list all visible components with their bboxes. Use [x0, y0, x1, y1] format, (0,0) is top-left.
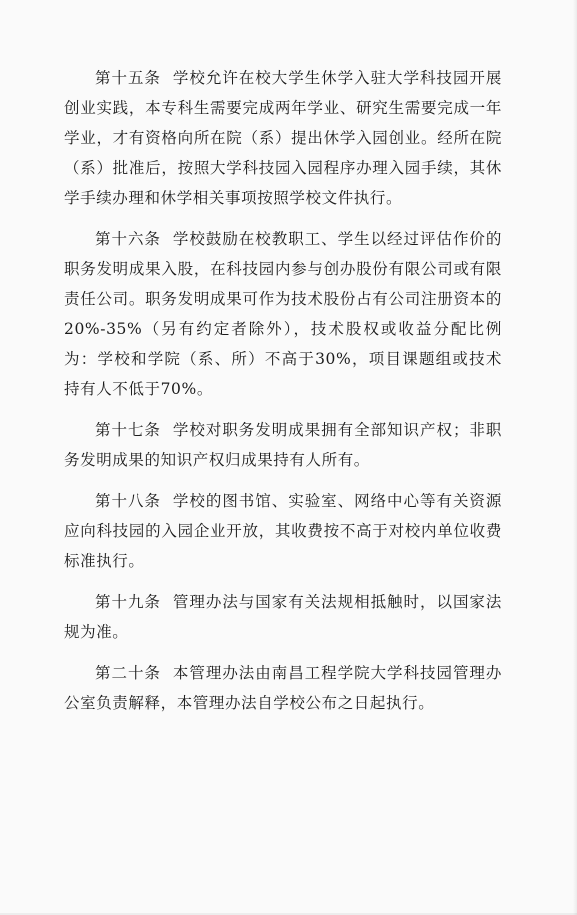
- article-15-label: 第十五条: [95, 69, 161, 87]
- article-19-text: 管理办法与国家有关法规相抵触时，以国家法规为准。: [64, 593, 502, 641]
- article-20: [64, 658, 502, 718]
- article-18-text: 学校的图书馆、实验室、网络中心等有关资源应向科技园的入园企业开放，其收费按不高于对校内单位收费标准执行。: [64, 492, 502, 570]
- article-17-label: 第十七条: [95, 421, 161, 439]
- article-15-text: 学校允许在校大学生休学入驻大学科技园开展创业实践，本专科生需要完成两年学业、研究生需要完成一年学业，才有资格向所在院（系）提出休学入园创业。经所在院（系）批准后，按照大学科技园入园程序办理入园手续，其休学手续办理和休学相关事项按照学校文件执行。: [64, 69, 502, 207]
- article-16: [64, 224, 502, 404]
- scan-edge-shadow: [573, 0, 577, 915]
- article-19: [64, 587, 502, 647]
- article-18-label: 第十八条: [95, 492, 161, 510]
- article-19-label: 第十九条: [95, 593, 161, 611]
- document-body: [64, 63, 502, 729]
- article-15: [64, 63, 502, 213]
- article-17: [64, 415, 502, 475]
- article-16-label: 第十六条: [95, 230, 161, 248]
- article-18: [64, 486, 502, 576]
- article-16-text: 学校鼓励在校教职工、学生以经过评估作价的职务发明成果入股，在科技园内参与创办股份有限公司或有限责任公司。职务发明成果可作为技术股份占有公司注册资本的20%-35%（另有约定者除外），技术股权或收益分配比例为：学校和学院（系、所）不高于30%，项目课题组或技术持有人不低于70%。: [64, 230, 502, 398]
- article-20-label: 第二十条: [95, 664, 161, 682]
- article-20-text: 本管理办法由南昌工程学院大学科技园管理办公室负责解释，本管理办法自学校公布之日起执行。: [64, 664, 502, 712]
- article-17-text: 学校对职务发明成果拥有全部知识产权；非职务发明成果的知识产权归成果持有人所有。: [64, 421, 502, 469]
